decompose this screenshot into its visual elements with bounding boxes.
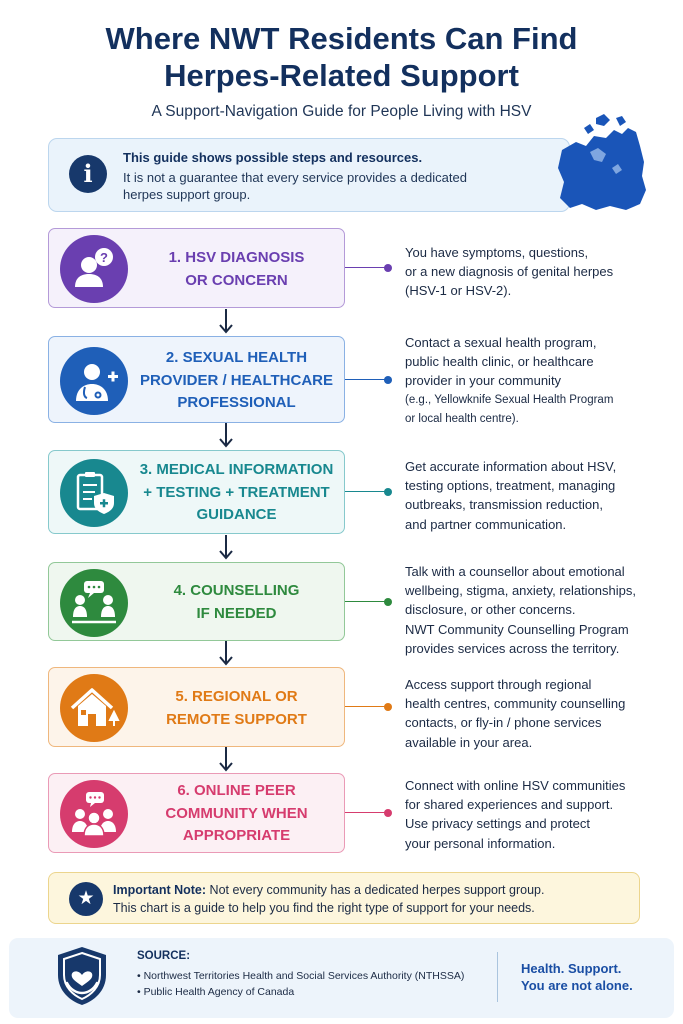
desc-line-small: (e.g., Yellowknife Sexual Health Program — [405, 393, 614, 406]
step-description — [405, 562, 675, 658]
step-box-6 — [48, 773, 345, 853]
info-line: It is not a guarantee that every service provides a dedicated — [123, 170, 467, 185]
step-title — [135, 686, 338, 731]
step-connector — [345, 491, 387, 492]
title-line-2: Herpes-Related Support — [164, 58, 519, 93]
step-title — [135, 459, 338, 527]
info-text — [123, 169, 523, 203]
svg-text:?: ? — [100, 250, 108, 265]
connector-dot — [384, 264, 392, 272]
desc-line-small: or local health centre). — [405, 412, 519, 425]
info-box — [48, 138, 570, 212]
step-description — [405, 457, 675, 534]
desc-line: Use privacy settings and protect — [405, 816, 590, 832]
desc-line: Talk with a counsellor about emotional — [405, 564, 625, 579]
desc-line: provides services across the territory. — [405, 640, 620, 656]
step-description — [405, 243, 675, 301]
tagline-line-2: You are not alone. — [521, 978, 633, 993]
step-description — [405, 675, 675, 752]
desc-line: disclosure, or other concerns. — [405, 602, 576, 618]
info-heading: This guide shows possible steps and resources. — [123, 150, 423, 165]
desc-line: NWT Community Counselling Program — [405, 621, 629, 637]
star-icon: ★ — [69, 882, 103, 916]
shield-heart-icon — [54, 945, 110, 1007]
step-title-line: REMOTE SUPPORT — [166, 710, 307, 728]
note-line-1: Not every community has a dedicated herpes support group. — [206, 883, 545, 897]
step-box-2 — [48, 336, 345, 423]
step-title — [135, 247, 338, 292]
connector-dot — [384, 488, 392, 496]
down-arrow-icon — [217, 641, 235, 667]
source-item: • Northwest Territories Health and Social Services Authority (NTHSSA) — [137, 968, 464, 984]
step-title-line: 3. MEDICAL INFORMATION — [139, 461, 334, 478]
down-arrow-icon — [217, 309, 235, 335]
connector-dot — [384, 703, 392, 711]
down-arrow-icon — [217, 423, 235, 449]
step-title-line: 1. HSV DIAGNOSIS — [168, 249, 305, 266]
peer-community-icon — [60, 780, 128, 848]
note-text — [113, 881, 635, 917]
step-box-5 — [48, 667, 345, 747]
step-connector — [345, 812, 387, 813]
step-box-4 — [48, 562, 345, 641]
title-line-1: Where NWT Residents Can Find — [105, 21, 578, 56]
desc-line: testing options, treatment, managing — [405, 478, 616, 494]
source-item: • Public Health Agency of Canada — [137, 984, 464, 1000]
step-title-line: PROVIDER / HEALTHCARE — [139, 371, 334, 389]
step-title-line: OR CONCERN — [185, 271, 288, 289]
step-title-line: 5. REGIONAL OR — [175, 688, 298, 705]
desc-line: available in your area. — [405, 734, 533, 750]
desc-line: health centres, community counselling — [405, 696, 626, 712]
connector-dot — [384, 376, 392, 384]
step-title — [135, 347, 338, 415]
step-title-line: COMMUNITY WHEN — [165, 804, 308, 822]
desc-line: wellbeing, stigma, anxiety, relationships, — [405, 583, 636, 599]
step-description — [405, 333, 675, 429]
step-box-1 — [48, 228, 345, 308]
nwt-map-icon — [556, 112, 648, 214]
clipboard-shield-icon — [60, 459, 128, 527]
desc-line: public health clinic, or healthcare — [405, 354, 594, 370]
desc-line: Access support through regional — [405, 677, 592, 692]
step-title-line: GUIDANCE — [196, 506, 277, 523]
tagline — [521, 960, 633, 994]
step-title-line: 6. ONLINE PEER — [177, 782, 296, 799]
page-title — [0, 20, 683, 94]
step-description — [405, 776, 675, 853]
person-question-icon — [60, 235, 128, 303]
step-connector — [345, 706, 387, 707]
connector-dot — [384, 809, 392, 817]
desc-line: outbreaks, transmission reduction, — [405, 497, 603, 513]
step-connector — [345, 379, 387, 380]
step-title — [135, 780, 338, 848]
desc-line: Get accurate information about HSV, — [405, 459, 617, 474]
step-title-line: APPROPRIATE — [182, 827, 291, 844]
desc-line: and partner communication. — [405, 516, 567, 532]
step-title-line: PROFESSIONAL — [177, 394, 296, 411]
note-heading: Important Note: — [113, 883, 207, 897]
connector-dot — [384, 598, 392, 606]
step-box-3 — [48, 450, 345, 534]
desc-line: contacts, or fly-in / phone services — [405, 715, 602, 731]
step-title-line: 4. COUNSELLING — [173, 582, 300, 599]
desc-line: for shared experiences and support. — [405, 797, 614, 813]
note-line-2: This chart is a guide to help you find the right type of support for your needs. — [113, 901, 535, 915]
step-title-line: IF NEEDED — [196, 604, 277, 622]
step-connector — [345, 267, 387, 268]
desc-line: (HSV-1 or HSV-2). — [405, 283, 512, 299]
step-title-line: 2. SEXUAL HEALTH — [165, 349, 308, 366]
step-title — [135, 580, 338, 625]
source-list — [137, 968, 464, 1000]
desc-line: Contact a sexual health program, — [405, 335, 597, 350]
desc-line: You have symptoms, questions, — [405, 245, 589, 260]
info-icon: i — [69, 155, 107, 193]
desc-line: or a new diagnosis of genital herpes — [405, 264, 614, 280]
tagline-line-1: Health. Support. — [521, 961, 622, 976]
footer — [9, 938, 674, 1018]
desc-line: provider in your community — [405, 373, 562, 389]
desc-line: Connect with online HSV communities — [405, 778, 626, 793]
page-subtitle: A Support-Navigation Guide for People Living with HSV — [151, 103, 532, 120]
important-note — [48, 872, 640, 924]
house-icon — [60, 674, 128, 742]
down-arrow-icon — [217, 747, 235, 773]
doctor-icon — [60, 347, 128, 415]
desc-line: your personal information. — [405, 835, 556, 851]
source-label: SOURCE: — [137, 950, 191, 962]
info-line: herpes support group. — [123, 187, 251, 202]
footer-divider — [497, 952, 498, 1002]
step-title-line: + TESTING + TREATMENT — [143, 483, 330, 501]
down-arrow-icon — [217, 535, 235, 561]
step-connector — [345, 601, 387, 602]
counselling-icon — [60, 569, 128, 637]
